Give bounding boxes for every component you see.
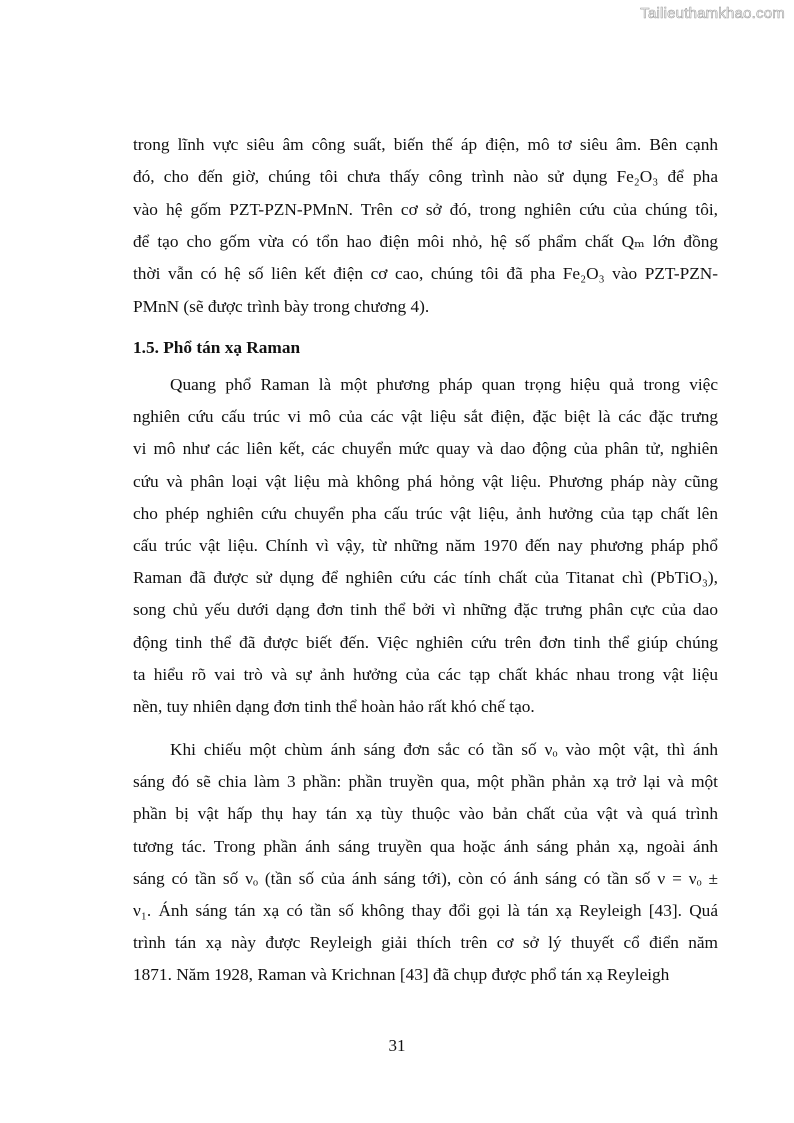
text-line: sáng đó sẽ chia làm 3 phần: phần truyền qua, một phần phản xạ trở lại và một: [133, 772, 718, 792]
text-line: vào hệ gốm PZT-PZN-PMnN. Trên cơ sở đó, trong nghiên cứu của chúng tôi,: [133, 199, 718, 219]
watermark: Tailieuthamkhao.com: [640, 5, 785, 22]
text-line: 1871. Năm 1928, Raman và Krichnan [43] đã chụp được phổ tán xạ Reyleigh: [133, 965, 670, 985]
text-line: PMnN (sẽ được trình bày trong chương 4).: [133, 296, 430, 316]
text-line: đó, cho đến giờ, chúng tôi chưa thấy công trình nào sử dụng Fe₂O₃ để pha: [133, 167, 718, 187]
text-line: cấu trúc vật liệu. Chính vì vậy, từ những năm 1970 đến nay phương pháp phổ: [133, 536, 718, 555]
text-line: trong lĩnh vực siêu âm công suất, biến thế áp điện, mô tơ siêu âm. Bên cạnh: [133, 135, 718, 154]
text-line: Quang phổ Raman là một phương pháp quan trọng hiệu quả trong việc: [170, 375, 718, 394]
text-line: ta hiểu rõ vai trò và sự ảnh hưởng của các tạp chất khác nhau trong vật liệu: [133, 664, 718, 684]
text-line: nền, tuy nhiên dạng đơn tinh thể hoàn hảo rất khó chế tạo.: [133, 697, 535, 716]
text-line: sáng có tần số νₒ (tần số của ánh sáng tới), còn có ánh sáng có tần số ν = νₒ ±: [133, 868, 718, 888]
text-line: cho phép nghiên cứu chuyển pha cấu trúc vật liệu, ảnh hưởng của tạp chất lên: [133, 503, 718, 523]
text-line: vi mô như các liên kết, các chuyển mức quay và dao động của phân tử, nghiên: [133, 439, 718, 459]
text-line: nghiên cứu cấu trúc vi mô của các vật liệu sắt điện, đặc biệt là các đặc trưng: [133, 407, 718, 427]
text-line: trình tán xạ này được Reyleigh giải thích trên cơ sở lý thuyết cổ điển năm: [133, 933, 718, 953]
text-line: song chủ yếu dưới dạng đơn tinh thể bởi vì những đặc trưng phân cực của dao: [133, 600, 718, 620]
text-line: ν₁. Ánh sáng tán xạ có tần số không thay đổi gọi là tán xạ Reyleigh [43]. Quá: [133, 901, 718, 920]
text-line: tương tác. Trong phần ánh sáng truyền qua hoặc ánh sáng phản xạ, ngoài ánh: [133, 836, 718, 856]
text-line: Khi chiếu một chùm ánh sáng đơn sắc có tần số νₒ vào một vật, thì ánh: [170, 740, 718, 759]
section-heading: 1.5. Phổ tán xạ Raman: [133, 338, 301, 357]
text-line: để tạo cho gốm vừa có tổn hao điện môi nhỏ, hệ số phẩm chất Qₘ lớn đồng: [133, 231, 718, 251]
page-number: 31: [388, 1036, 406, 1055]
text-line: động tinh thể đã được biết đến. Việc nghiên cứu trên đơn tinh thể giúp chúng: [133, 632, 718, 652]
text-line: Raman đã được sử dụng để nghiên cứu các tính chất của Titanat chì (PbTiO₃),: [133, 568, 718, 588]
text-line: cứu và phân loại vật liệu mà không phá hỏng vật liệu. Phương pháp này cũng: [133, 471, 718, 491]
text-line: phần bị vật hấp thụ hay tán xạ tùy thuộc vào bản chất của vật và quá trình: [133, 804, 718, 824]
text-line: thời vẫn có hệ số liên kết điện cơ cao, chúng tôi đã pha Fe₂O₃ vào PZT-PZN-: [133, 264, 718, 284]
